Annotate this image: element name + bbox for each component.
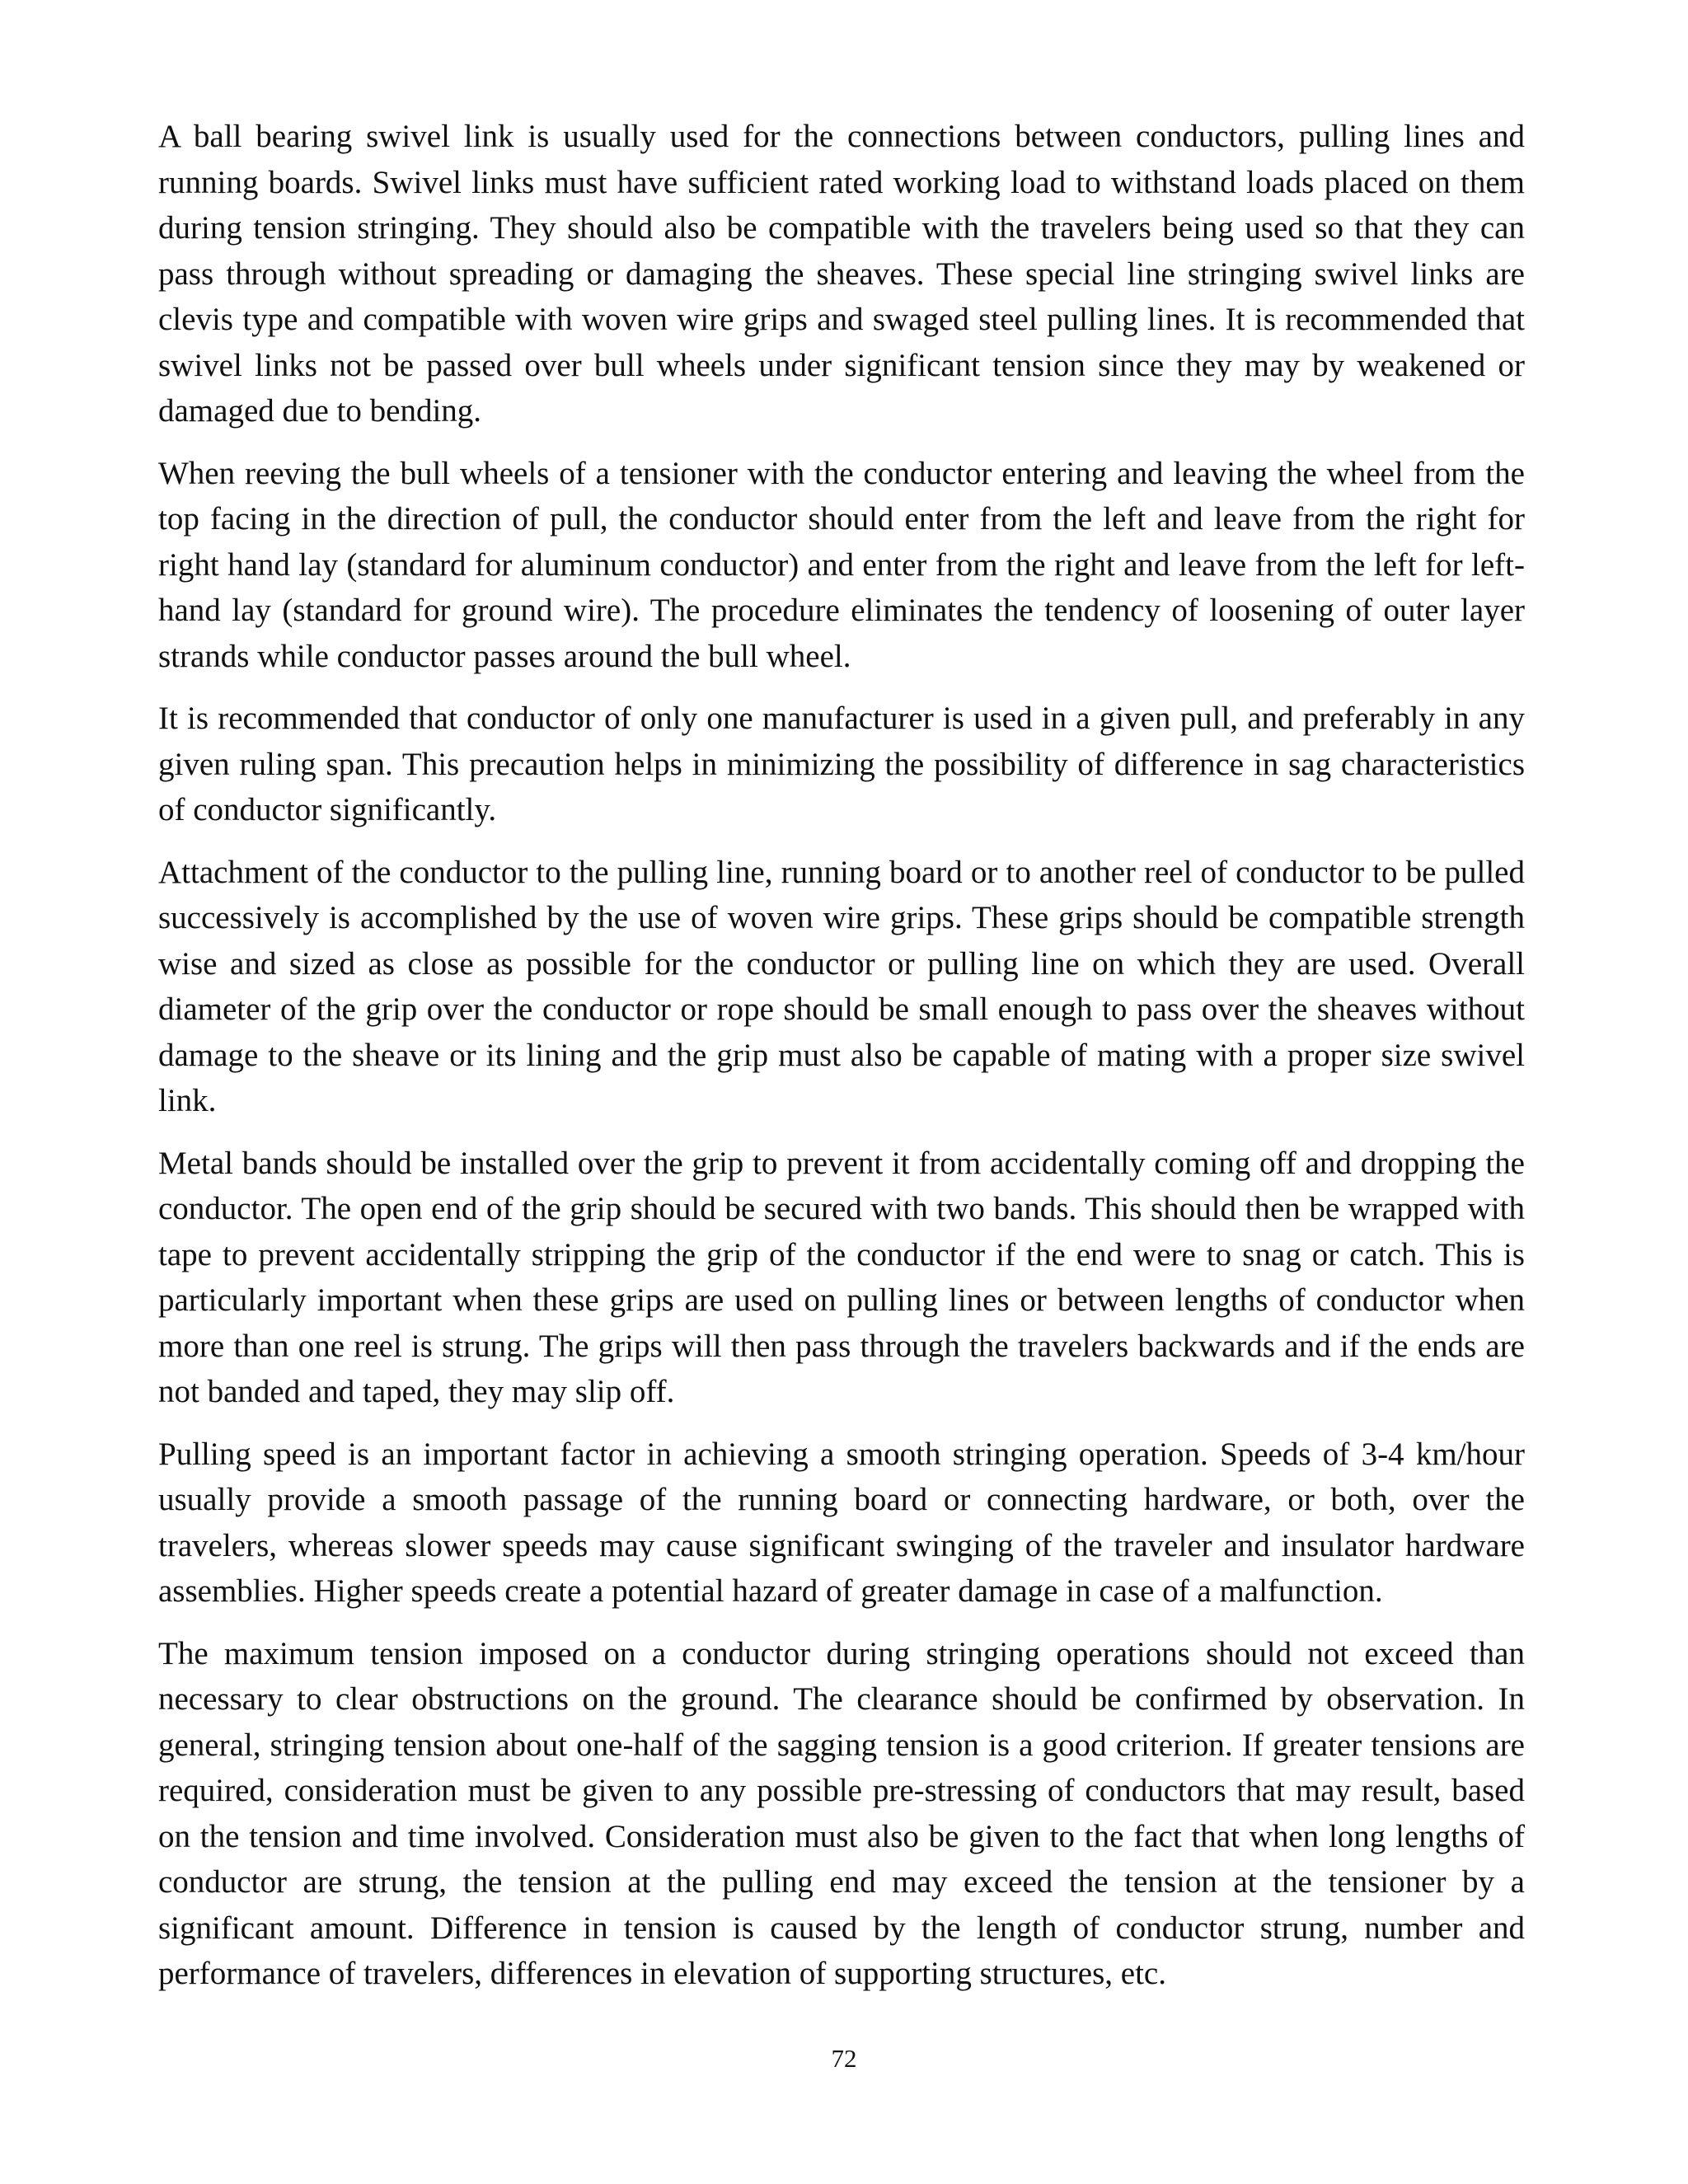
paragraph-swivel-links: A ball bearing swivel link is usually used for the connections between conductors, pulling lines and running boards. Swivel links must have sufficient rated working load to withstand loads placed on them during tension stringing. They should also be compatible with the travelers being used so that they can pass through without spreading or damaging the sheaves. These special line stringing swivel links are clevis type and compatible with woven wire grips and swaged steel pulling lines. It is recommended that swivel links not be passed over bull wheels under significant tension since they may by weakened or damaged due to bending. — [158, 119, 1525, 429]
page-number: 72 — [831, 2044, 857, 2073]
paragraph-single-manufacturer: It is recommended that conductor of only one manufacturer is used in a given pull, and preferably in any given ruling span. This precaution helps in minimizing the possibility of difference in sag characteristics of conductor significantly. — [158, 701, 1525, 827]
paragraph-maximum-tension: The maximum tension imposed on a conductor during stringing operations should not exceed than necessary to clear obstructions on the ground. The clearance should be confirmed by observation. In general, stringing tension about one-half of the sagging tension is a good criterion. If greater tensions are required, consideration must be given to any possible pre-stressing of conductors that may result, based on the tension and time involved. Consideration must also be given to the fact that when long lengths of conductor are strung, the tension at the pulling end may exceed the tension at the tensioner by a significant amount. Difference in tension is caused by the length of conductor strung, number and performance of travelers, differences in elevation of supporting structures, etc. — [158, 1635, 1525, 1991]
paragraph-metal-bands: Metal bands should be installed over the grip to prevent it from accidentally coming off and dropping the conductor. The open end of the grip should be secured with two bands. This should then be wrapped with tape to prevent accidentally stripping the grip of the conductor if the end were to snag or catch. This is particularly important when these grips are used on pulling lines or between lengths of conductor when more than one reel is strung. The grips will then pass through the travelers backwards and if the ends are not banded and taped, they may slip off. — [158, 1145, 1525, 1409]
page-body — [158, 114, 1525, 2013]
paragraph-woven-wire-grips: Attachment of the conductor to the pulling line, running board or to another reel of conductor to be pulled successively is accomplished by the use of woven wire grips. These grips should be compatible strength wise and sized as close as possible for the conductor or pulling line on which they are used. Overall diameter of the grip over the conductor or rope should be small enough to pass over the sheaves without damage to the sheave or its lining and the grip must also be capable of mating with a proper size swivel link. — [158, 854, 1525, 1118]
paragraph-pulling-speed: Pulling speed is an important factor in achieving a smooth stringing operation. Speeds of 3-4 km/hour usually provide a smooth passage of the running board or connecting hardware, or both, over the travelers, whereas slower speeds may cause significant swinging of the traveler and insulator hardware assemblies. Higher speeds create a potential hazard of greater damage in case of a malfunction. — [158, 1436, 1525, 1609]
paragraph-bull-wheel-reeving: When reeving the bull wheels of a tensioner with the conductor entering and leaving the wheel from the top facing in the direction of pull, the conductor should enter from the left and leave from the right for right hand lay (standard for aluminum conductor) and enter from the right and leave from the left for left-hand lay (standard for ground wire). The procedure eliminates the tendency of loosening of outer layer strands while conductor passes around the bull wheel. — [158, 455, 1525, 674]
